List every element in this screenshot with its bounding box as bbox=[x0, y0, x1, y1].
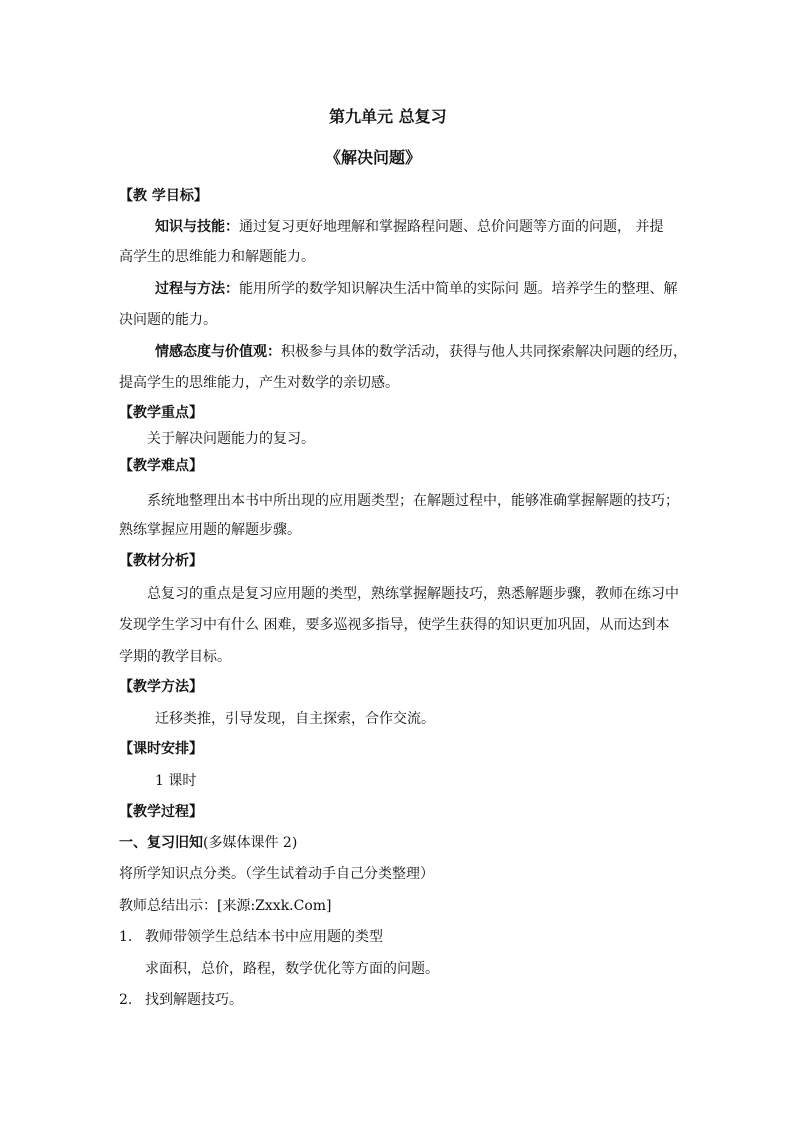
goal-knowledge-line2: 高学生的思维能力和解题能力。 bbox=[119, 249, 315, 265]
analysis-line1: 总复习的重点是复习应用题的类型，熟练掌握解题技巧，熟悉解题步骤，教师在练习中 bbox=[147, 586, 679, 602]
key-points-text: 关于解决问题能力的复习。 bbox=[147, 431, 315, 447]
process-item2-text: 找到解题技巧。 bbox=[145, 992, 243, 1008]
goal-knowledge-label: 知识与技能： bbox=[155, 219, 239, 235]
process-section1-note: (多媒体课件 2) bbox=[203, 835, 298, 851]
analysis-line3: 学期的教学目标。 bbox=[119, 649, 231, 665]
analysis-line2: 发现学生学习中有什么 困难，要多巡视多指导，使学生获得的知识更加巩固，从而达到本 bbox=[119, 617, 670, 633]
goal-knowledge-line1 bbox=[155, 217, 663, 237]
schedule-text: 1 课时 bbox=[155, 773, 197, 789]
schedule-heading: 【课时安排】 bbox=[119, 741, 203, 757]
document-subtitle: 《解决问题》 bbox=[325, 148, 422, 167]
goal-process-label: 过程与方法： bbox=[155, 281, 239, 297]
process-section1-label: 一、复习旧知 bbox=[119, 835, 203, 851]
document-title: 第九单元 总复习 bbox=[329, 107, 447, 126]
methods-heading: 【教学方法】 bbox=[119, 679, 203, 695]
methods-text: 迁移类推，引导发现，自主探索，合作交流。 bbox=[155, 711, 435, 727]
goal-emotion-text: 积极参与具体的数学活动，获得与他人共同探索解决问题的经历， bbox=[281, 344, 687, 360]
analysis-heading: 【教材分析】 bbox=[119, 553, 203, 569]
goal-emotion-line1 bbox=[155, 342, 687, 362]
process-item1-detail: 求面积，总价，路程，数学优化等方面的问题。 bbox=[145, 961, 439, 977]
difficulties-line1: 系统地整理出本书中所出现的应用题类型；在解题过程中，能够准确掌握解题的技巧； bbox=[147, 493, 679, 509]
process-item1-num: 1. bbox=[119, 929, 133, 945]
key-points-heading: 【教学重点】 bbox=[119, 405, 203, 421]
goal-process-text: 能用所学的数学知识解决生活中简单的实际问 题。培养学生的整理、解 bbox=[239, 281, 678, 297]
process-heading: 【教学过程】 bbox=[119, 804, 203, 820]
process-item1-text: 教师带领学生总结本书中应用题的类型 bbox=[145, 929, 383, 945]
goal-process-line2: 决问题的能力。 bbox=[119, 312, 217, 328]
process-line1: 将所学知识点分类。（学生试着动手自己分类整理） bbox=[119, 866, 434, 882]
goal-process-line1 bbox=[155, 279, 677, 299]
process-section1 bbox=[119, 833, 297, 853]
goal-knowledge-text: 通过复习更好地理解和掌握路程问题、总价问题等方面的问题， 并提 bbox=[239, 219, 664, 235]
process-item2-num: 2. bbox=[119, 992, 133, 1008]
goals-heading: 【教 学目标】 bbox=[119, 188, 208, 204]
process-line2: 教师总结出示：[来源:Zxxk.Com] bbox=[119, 898, 332, 914]
goal-emotion-label: 情感态度与价值观： bbox=[155, 344, 281, 360]
difficulties-heading: 【教学难点】 bbox=[119, 458, 203, 474]
goal-emotion-line2: 提高学生的思维能力，产生对数学的亲切感。 bbox=[119, 375, 399, 391]
difficulties-line2: 熟练掌握应用题的解题步骤。 bbox=[119, 522, 301, 538]
